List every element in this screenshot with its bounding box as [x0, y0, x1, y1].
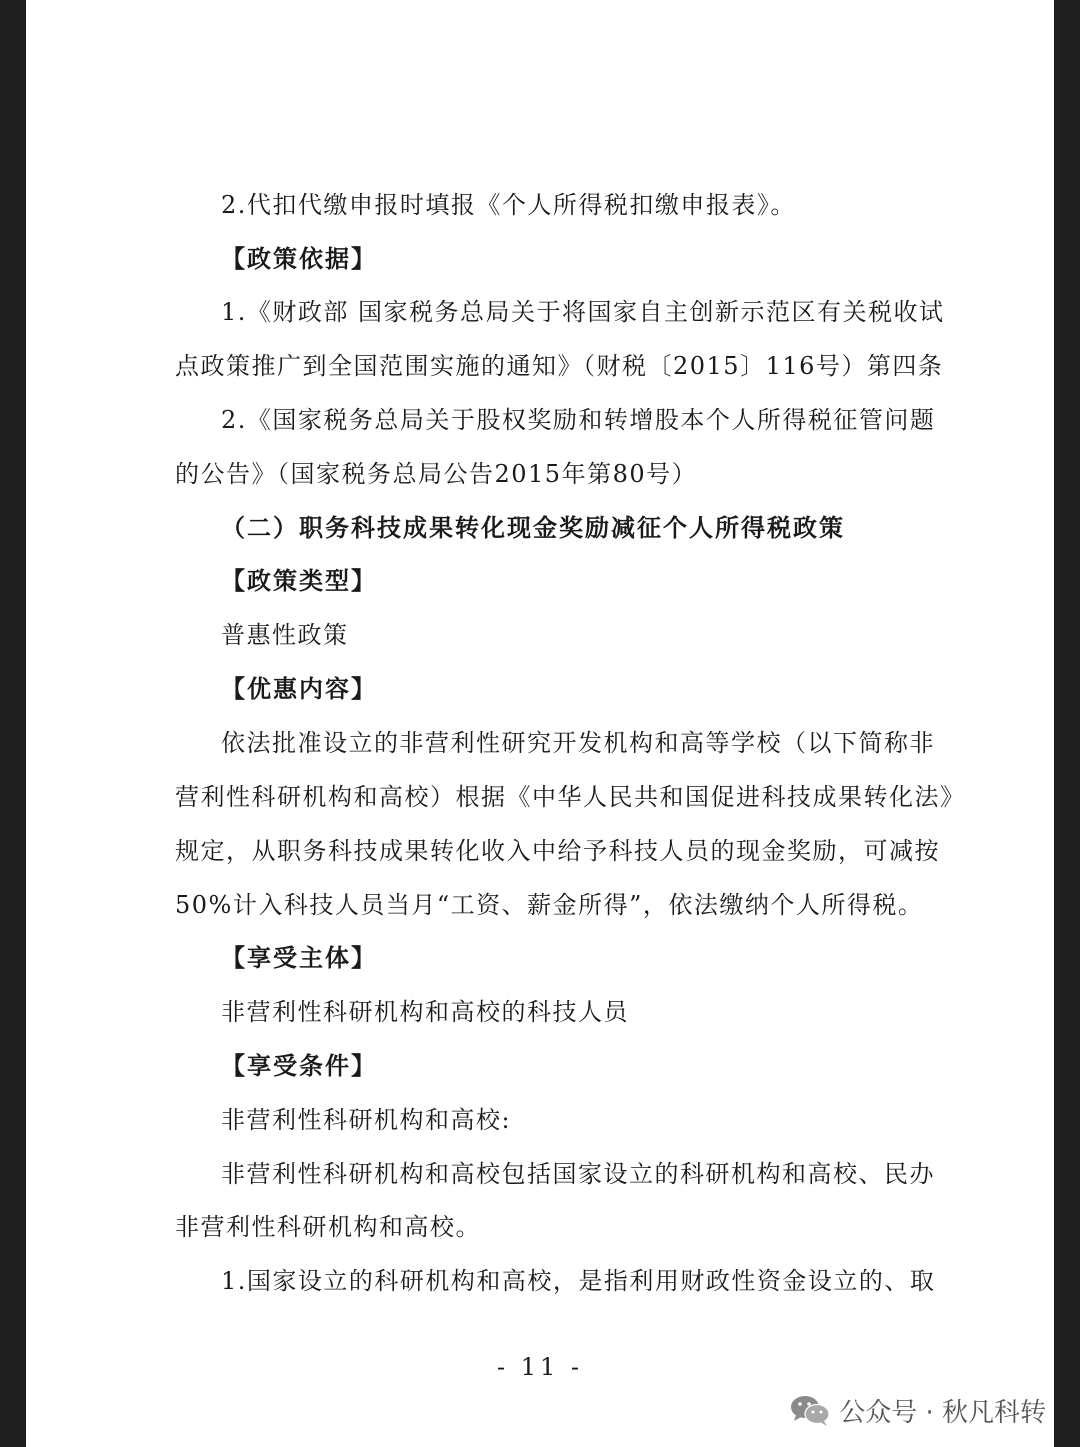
page-number: - 11 - — [496, 1353, 583, 1381]
text-line: 的公告》（国家税务总局公告2015年第80号） — [175, 460, 698, 488]
subsection-heading: （二）职务科技成果转化现金奖励减征个人所得税政策 — [221, 513, 845, 542]
section-heading: 【享受主体】 — [221, 943, 377, 972]
text-line: 2.代扣代缴申报时填报《个人所得税扣缴申报表》。 — [221, 191, 796, 219]
text-line: 依法批准设立的非营利性研究开发机构和高等学校（以下简称非 — [221, 729, 935, 757]
text-line: 规定，从职务科技成果转化收入中给予科技人员的现金奖励，可减按 — [175, 837, 940, 865]
section-heading: 【政策类型】 — [221, 566, 377, 595]
text-line: 非营利性科研机构和高校的科技人员 — [221, 998, 629, 1026]
text-line: 点政策推广到全国范围实施的通知》（财税〔2015〕116号）第四条 — [175, 352, 944, 380]
text-line: 营利性科研机构和高校）根据《中华人民共和国促进科技成果转化法》 — [175, 783, 966, 811]
text-line: 1.国家设立的科研机构和高校，是指利用财政性资金设立的、取 — [221, 1267, 936, 1295]
text-line: 非营利性科研机构和高校。 — [175, 1213, 481, 1241]
text-line: 2.《国家税务总局关于股权奖励和转增股本个人所得税征管问题 — [221, 406, 936, 434]
section-heading: 【政策依据】 — [221, 244, 377, 273]
watermark-text: 公众号 · 秋凡科转 — [839, 1397, 1046, 1428]
text-line: 非营利性科研机构和高校包括国家设立的科研机构和高校、民办 — [221, 1160, 935, 1188]
section-heading: 【享受条件】 — [221, 1051, 377, 1080]
text-line: 非营利性科研机构和高校: — [221, 1106, 512, 1134]
text-line: 50%计入科技人员当月“工资、薪金所得”，依法缴纳个人所得税。 — [175, 891, 924, 919]
wechat-icon — [789, 1393, 831, 1427]
section-heading: 【优惠内容】 — [221, 674, 377, 703]
text-line: 普惠性政策 — [221, 621, 349, 649]
text-line: 1.《财政部 国家税务总局关于将国家自主创新示范区有关税收试 — [221, 298, 945, 326]
watermark — [789, 1392, 1046, 1428]
